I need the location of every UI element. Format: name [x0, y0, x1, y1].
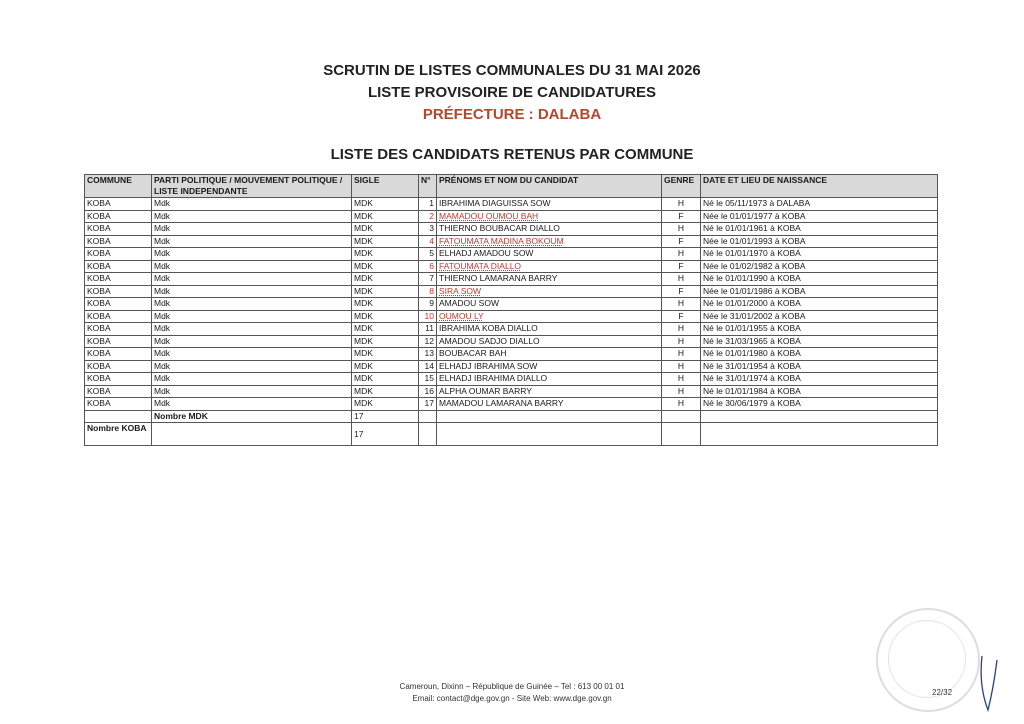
cell-parti: Mdk: [152, 335, 352, 348]
cell-nom: [437, 348, 662, 361]
total-commune-empty-genre: [662, 423, 701, 446]
cell-parti: Mdk: [152, 198, 352, 211]
total-party-empty: [85, 410, 152, 423]
cell-naissance: Né le 31/03/1965 à KOBA: [701, 335, 938, 348]
cell-commune: KOBA: [85, 398, 152, 411]
cell-naissance: Né le 01/01/1980 à KOBA: [701, 348, 938, 361]
cell-num: 17: [419, 398, 437, 411]
cell-parti: Mdk: [152, 248, 352, 261]
cell-parti: Mdk: [152, 323, 352, 336]
total-commune-empty-num: [419, 423, 437, 446]
cell-genre: F: [662, 260, 701, 273]
cell-parti: Mdk: [152, 385, 352, 398]
cell-genre: H: [662, 348, 701, 361]
cell-commune: KOBA: [85, 385, 152, 398]
footer-address: Cameroun, Dixinn – République de Guinée – Tel : 613 00 01 01: [399, 682, 625, 691]
candidate-name: ELHADJ IBRAHIMA SOW: [439, 360, 538, 371]
cell-sigle: MDK: [352, 248, 419, 261]
total-party-empty-genre: [662, 410, 701, 423]
cell-genre: H: [662, 223, 701, 236]
cell-naissance: Née le 01/01/1986 à KOBA: [701, 285, 938, 298]
candidate-name: THIERNO LAMARANA BARRY: [439, 273, 558, 283]
candidate-name: MAMADOU OUMOU BAH: [439, 210, 539, 221]
cell-parti: Mdk: [152, 210, 352, 223]
total-commune-empty-parti: [152, 423, 352, 446]
table-body: [85, 198, 938, 411]
cell-sigle: MDK: [352, 298, 419, 311]
candidate-name: ELHADJ AMADOU SOW: [439, 248, 534, 258]
cell-naissance: Née le 01/02/1982 à KOBA: [701, 260, 938, 273]
cell-num: 6: [419, 260, 437, 273]
cell-genre: H: [662, 198, 701, 211]
prefecture-title: PRÉFECTURE : DALABA: [422, 106, 602, 123]
col-header-parti: PARTI POLITIQUE / MOUVEMENT POLITIQUE / LISTE INDEPENDANTE: [152, 175, 352, 198]
cell-parti: Mdk: [152, 373, 352, 386]
table-row: [85, 223, 938, 236]
col-header-commune: COMMUNE: [85, 175, 152, 198]
total-commune-row: [85, 423, 938, 446]
cell-commune: KOBA: [85, 235, 152, 248]
cell-nom: [437, 210, 662, 223]
cell-commune: KOBA: [85, 298, 152, 311]
col-header-num: N°: [419, 175, 437, 198]
cell-nom: [437, 260, 662, 273]
candidate-name: ALPHA OUMAR BARRY: [439, 385, 532, 396]
cell-sigle: MDK: [352, 323, 419, 336]
table-header-row: [85, 175, 938, 198]
cell-num: 13: [419, 348, 437, 361]
cell-num: 15: [419, 373, 437, 386]
total-commune-empty-naissance: [701, 423, 938, 446]
cell-nom: [437, 360, 662, 373]
cell-commune: KOBA: [85, 323, 152, 336]
cell-sigle: MDK: [352, 273, 419, 286]
cell-naissance: Né le 30/06/1979 à KOBA: [701, 398, 938, 411]
cell-genre: H: [662, 273, 701, 286]
total-party-value: 17: [352, 410, 419, 423]
cell-commune: KOBA: [85, 373, 152, 386]
cell-nom: [437, 235, 662, 248]
cell-num: 9: [419, 298, 437, 311]
cell-commune: KOBA: [85, 260, 152, 273]
total-party-row: [85, 410, 938, 423]
cell-num: 2: [419, 210, 437, 223]
cell-parti: Mdk: [152, 398, 352, 411]
cell-naissance: Né le 31/01/1954 à KOBA: [701, 360, 938, 373]
cell-naissance: Né le 01/01/1955 à KOBA: [701, 323, 938, 336]
candidate-name: IBRAHIMA DIAGUISSA SOW: [439, 198, 551, 208]
table-row: [85, 385, 938, 398]
cell-num: 5: [419, 248, 437, 261]
table-row: [85, 335, 938, 348]
cell-sigle: MDK: [352, 335, 419, 348]
total-party-empty-nom: [437, 410, 662, 423]
cell-num: 16: [419, 385, 437, 398]
page-number: 22/32: [932, 688, 953, 697]
cell-num: 4: [419, 235, 437, 248]
cell-nom: [437, 285, 662, 298]
table-row: [85, 348, 938, 361]
cell-sigle: MDK: [352, 385, 419, 398]
cell-naissance: Né le 01/01/1961 à KOBA: [701, 223, 938, 236]
cell-naissance: Née le 01/01/1993 à KOBA: [701, 235, 938, 248]
table-row: [85, 323, 938, 336]
cell-num: 3: [419, 223, 437, 236]
table-row: [85, 310, 938, 323]
cell-genre: H: [662, 335, 701, 348]
table-row: [85, 198, 938, 211]
cell-nom: [437, 223, 662, 236]
cell-parti: Mdk: [152, 223, 352, 236]
cell-naissance: Née le 31/01/2002 à KOBA: [701, 310, 938, 323]
cell-parti: Mdk: [152, 260, 352, 273]
title-line-2: LISTE PROVISOIRE DE CANDIDATURES: [367, 84, 657, 101]
col-header-genre: GENRE: [662, 175, 701, 198]
cell-sigle: MDK: [352, 235, 419, 248]
col-header-sigle: SIGLE: [352, 175, 419, 198]
cell-parti: Mdk: [152, 348, 352, 361]
candidate-name: FATOUMATA DIALLO: [439, 260, 522, 271]
cell-nom: [437, 298, 662, 311]
cell-genre: F: [662, 235, 701, 248]
candidate-name: IBRAHIMA KOBA DIALLO: [439, 323, 538, 333]
cell-naissance: Née le 01/01/1977 à KOBA: [701, 210, 938, 223]
candidate-name: THIERNO BOUBACAR DIALLO: [439, 223, 560, 233]
total-party-empty-num: [419, 410, 437, 423]
cell-commune: KOBA: [85, 310, 152, 323]
cell-nom: [437, 373, 662, 386]
total-party-empty-naissance: [701, 410, 938, 423]
cell-genre: F: [662, 210, 701, 223]
cell-nom: [437, 310, 662, 323]
total-commune-value: 17: [352, 423, 419, 446]
cell-nom: [437, 385, 662, 398]
cell-commune: KOBA: [85, 285, 152, 298]
cell-parti: Mdk: [152, 285, 352, 298]
cell-genre: H: [662, 323, 701, 336]
cell-nom: [437, 323, 662, 336]
cell-genre: H: [662, 398, 701, 411]
cell-genre: F: [662, 310, 701, 323]
table-row: [85, 235, 938, 248]
cell-num: 10: [419, 310, 437, 323]
cell-commune: KOBA: [85, 360, 152, 373]
candidate-name: ELHADJ IBRAHIMA DIALLO: [439, 373, 548, 383]
table-row: [85, 398, 938, 411]
cell-naissance: Né le 01/01/1970 à KOBA: [701, 248, 938, 261]
cell-genre: H: [662, 298, 701, 311]
cell-sigle: MDK: [352, 348, 419, 361]
cell-genre: H: [662, 360, 701, 373]
cell-sigle: MDK: [352, 398, 419, 411]
cell-naissance: Né le 31/01/1974 à KOBA: [701, 373, 938, 386]
cell-commune: KOBA: [85, 348, 152, 361]
cell-parti: Mdk: [152, 273, 352, 286]
cell-commune: KOBA: [85, 273, 152, 286]
table-row: [85, 298, 938, 311]
section-subtitle: LISTE DES CANDIDATS RETENUS PAR COMMUNE: [330, 146, 694, 163]
cell-sigle: MDK: [352, 373, 419, 386]
cell-genre: F: [662, 285, 701, 298]
cell-naissance: Né le 01/01/1984 à KOBA: [701, 385, 938, 398]
table-row: [85, 248, 938, 261]
cell-parti: Mdk: [152, 298, 352, 311]
cell-naissance: Né le 01/01/2000 à KOBA: [701, 298, 938, 311]
candidate-name: AMADOU SOW: [439, 298, 499, 308]
cell-parti: Mdk: [152, 360, 352, 373]
cell-num: 7: [419, 273, 437, 286]
cell-sigle: MDK: [352, 310, 419, 323]
candidate-name: SIRA SOW: [439, 285, 482, 296]
cell-genre: H: [662, 373, 701, 386]
cell-commune: KOBA: [85, 198, 152, 211]
candidates-table: [84, 174, 938, 446]
total-commune-empty-nom: [437, 423, 662, 446]
candidate-name: FATOUMATA MADINA BOKOUM: [439, 235, 564, 246]
table-row: [85, 373, 938, 386]
cell-sigle: MDK: [352, 198, 419, 211]
title-line-1: SCRUTIN DE LISTES COMMUNALES DU 31 MAI 2026: [323, 62, 701, 79]
cell-commune: KOBA: [85, 248, 152, 261]
table-row: [85, 210, 938, 223]
cell-num: 1: [419, 198, 437, 211]
table-row: [85, 273, 938, 286]
col-header-nom: PRÉNOMS ET NOM DU CANDIDAT: [437, 175, 662, 198]
cell-nom: [437, 198, 662, 211]
col-header-naissance: DATE ET LIEU DE NAISSANCE: [701, 175, 938, 198]
cell-nom: [437, 335, 662, 348]
cell-nom: [437, 273, 662, 286]
cell-num: 14: [419, 360, 437, 373]
candidate-name: BOUBACAR BAH: [439, 348, 507, 358]
table-row: [85, 360, 938, 373]
cell-parti: Mdk: [152, 310, 352, 323]
footer-contact: Email: contact@dge.gov.gn - Site Web: www.dge.gov.gn: [412, 694, 612, 703]
cell-commune: KOBA: [85, 223, 152, 236]
candidate-name: OUMOU LY: [439, 310, 484, 321]
cell-naissance: Né le 01/01/1990 à KOBA: [701, 273, 938, 286]
table-row: [85, 285, 938, 298]
cell-nom: [437, 248, 662, 261]
cell-sigle: MDK: [352, 285, 419, 298]
cell-num: 8: [419, 285, 437, 298]
cell-num: 11: [419, 323, 437, 336]
cell-nom: [437, 398, 662, 411]
candidate-name: MAMADOU LAMARANA BARRY: [439, 398, 564, 408]
cell-sigle: MDK: [352, 260, 419, 273]
table-row: [85, 260, 938, 273]
cell-genre: H: [662, 248, 701, 261]
candidate-name: AMADOU SADJO DIALLO: [439, 335, 540, 346]
cell-sigle: MDK: [352, 223, 419, 236]
cell-commune: KOBA: [85, 210, 152, 223]
cell-sigle: MDK: [352, 360, 419, 373]
cell-num: 12: [419, 335, 437, 348]
cell-genre: H: [662, 385, 701, 398]
cell-naissance: Né le 05/11/1973 à DALABA: [701, 198, 938, 211]
cell-sigle: MDK: [352, 210, 419, 223]
total-commune-label: Nombre KOBA: [85, 423, 152, 446]
cell-parti: Mdk: [152, 235, 352, 248]
total-party-label: Nombre MDK: [152, 410, 352, 423]
cell-commune: KOBA: [85, 335, 152, 348]
